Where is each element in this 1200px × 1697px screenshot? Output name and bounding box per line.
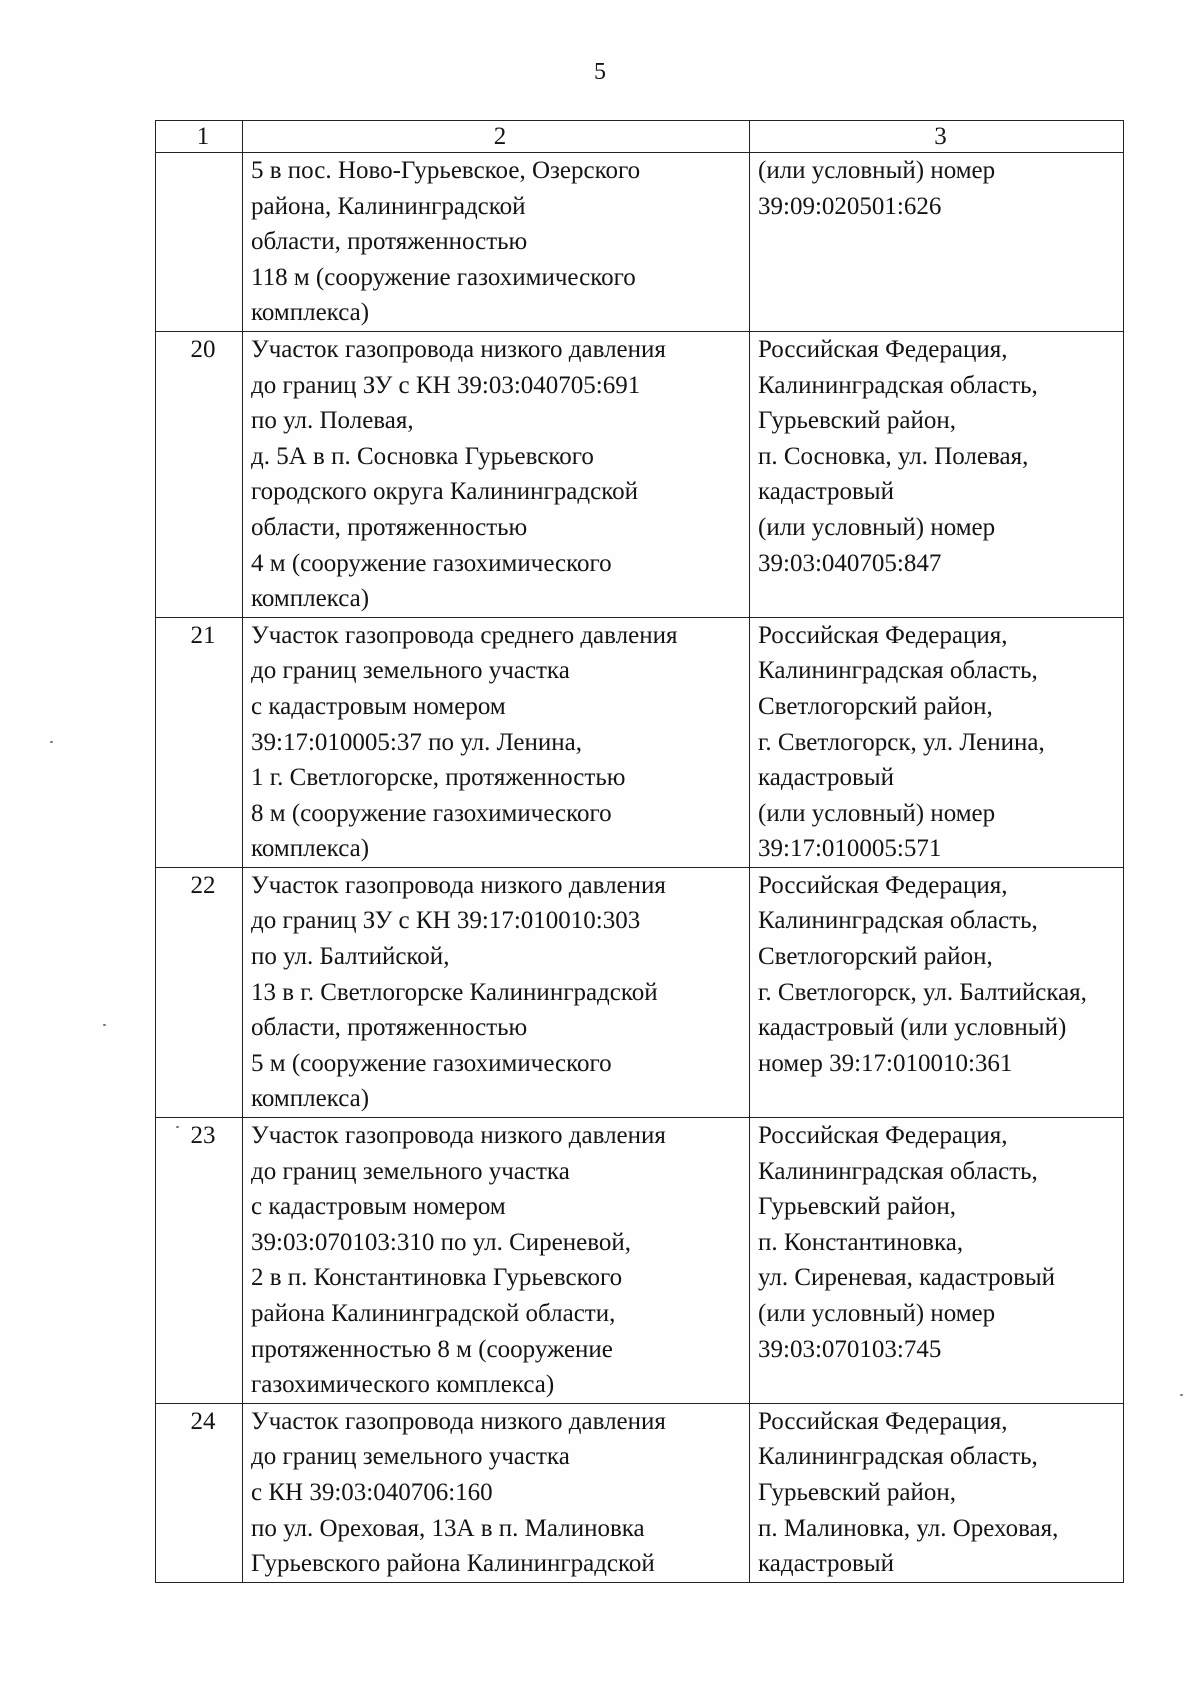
- address-line: кадастровый (или условный): [758, 1014, 1067, 1042]
- address-line: Светлогорский район,: [758, 692, 993, 720]
- address-line: п. Малиновка, ул. Ореховая,: [758, 1514, 1059, 1542]
- description-line: с КН 39:03:040706:160: [251, 1478, 493, 1506]
- object-address-cell: [750, 331, 1124, 617]
- address-line: Калининградская область,: [758, 1157, 1038, 1185]
- column-header-2: 2: [243, 121, 750, 153]
- description-line: Участок газопровода среднего давления: [251, 621, 678, 649]
- description-line: Участок газопровода низкого давления: [251, 1122, 666, 1150]
- description-line: д. 5А в п. Сосновка Гурьевского: [251, 442, 594, 470]
- description-line: Участок газопровода низкого давления: [251, 871, 666, 899]
- description-line: газохимического комплекса): [251, 1371, 555, 1399]
- description-line: по ул. Балтийской,: [251, 943, 450, 971]
- description-line: до границ ЗУ с КН 39:17:010010:303: [251, 907, 641, 935]
- object-address-cell: [750, 153, 1124, 332]
- description-line: 39:03:070103:310 по ул. Сиреневой,: [251, 1228, 631, 1256]
- address-line: Калининградская область,: [758, 907, 1038, 935]
- address-line: п. Константиновка,: [758, 1228, 964, 1256]
- address-line: (или условный) номер: [758, 799, 996, 827]
- description-line: области, протяженностью: [251, 228, 528, 256]
- scan-speck: [103, 1024, 106, 1026]
- address-line: г. Светлогорск, ул. Ленина,: [758, 728, 1045, 756]
- description-line: до границ земельного участка: [251, 1443, 570, 1471]
- row-number: 24: [156, 1403, 243, 1582]
- address-line: (или условный) номер: [758, 1300, 996, 1327]
- description-line: с кадастровым номером: [251, 1193, 506, 1221]
- description-line: Гурьевского района Калининградской: [251, 1550, 655, 1578]
- row-number: 23: [156, 1118, 243, 1404]
- description-line: до границ земельного участка: [251, 1157, 570, 1185]
- object-description-cell: [243, 1403, 750, 1582]
- address-line: Российская Федерация,: [758, 621, 1008, 649]
- description-line: района Калининградской области,: [251, 1300, 616, 1327]
- address-line: Гурьевский район,: [758, 1478, 957, 1506]
- address-line: 39:03:040705:847: [758, 549, 942, 577]
- address-line: Российская Федерация,: [758, 871, 1008, 899]
- object-description-cell: [243, 867, 750, 1117]
- row-number: 20: [156, 331, 243, 617]
- object-description-cell: [243, 331, 750, 617]
- object-address-cell: [750, 1118, 1124, 1404]
- address-line: п. Сосновка, ул. Полевая,: [758, 442, 1029, 470]
- table-row: [156, 617, 1124, 867]
- description-line: 5 в пос. Ново-Гурьевское, Озерского: [251, 157, 641, 184]
- address-line: Гурьевский район,: [758, 1193, 957, 1221]
- object-address-cell: [750, 867, 1124, 1117]
- description-line: 5 м (сооружение газохимического: [251, 1049, 612, 1077]
- description-line: 13 в г. Светлогорске Калининградской: [251, 978, 658, 1006]
- address-line: кадастровый: [758, 1550, 894, 1578]
- description-line: Участок газопровода низкого давления: [251, 1407, 666, 1435]
- description-line: области, протяженностью: [251, 513, 528, 541]
- address-line: (или условный) номер: [758, 513, 996, 541]
- address-line: Российская Федерация,: [758, 335, 1008, 363]
- address-line: 39:03:070103:745: [758, 1335, 942, 1363]
- object-description-cell: [243, 617, 750, 867]
- description-line: 4 м (сооружение газохимического: [251, 549, 612, 577]
- scan-speck: [50, 741, 53, 743]
- table-row: [156, 867, 1124, 1117]
- address-line: номер 39:17:010010:361: [758, 1049, 1013, 1077]
- description-line: 118 м (сооружение газохимического: [251, 263, 636, 291]
- table-header-row: [156, 121, 1124, 153]
- description-line: района, Калининградской: [251, 192, 526, 220]
- description-line: комплекса): [251, 585, 370, 613]
- table-row: [156, 1403, 1124, 1582]
- object-description-cell: [243, 1118, 750, 1404]
- description-line: 39:17:010005:37 по ул. Ленина,: [251, 728, 582, 756]
- address-line: кадастровый: [758, 764, 894, 792]
- description-line: комплекса): [251, 299, 370, 327]
- description-line: комплекса): [251, 1085, 370, 1113]
- description-line: области, протяженностью: [251, 1014, 528, 1042]
- description-line: с кадастровым номером: [251, 692, 506, 720]
- scan-speck: [1180, 1394, 1183, 1396]
- address-line: Гурьевский район,: [758, 407, 957, 435]
- table-row: [156, 1118, 1124, 1404]
- address-line: ул. Сиреневая, кадастровый: [758, 1264, 1056, 1292]
- description-line: по ул. Полевая,: [251, 407, 414, 435]
- description-line: 1 г. Светлогорске, протяженностью: [251, 764, 626, 792]
- description-line: Участок газопровода низкого давления: [251, 335, 666, 363]
- object-address-cell: [750, 617, 1124, 867]
- description-line: по ул. Ореховая, 13А в п. Малиновка: [251, 1514, 645, 1542]
- description-line: до границ ЗУ с КН 39:03:040705:691: [251, 371, 641, 399]
- row-number: [156, 153, 243, 332]
- column-header-3: 3: [750, 121, 1124, 153]
- address-line: 39:17:010005:571: [758, 835, 942, 863]
- scan-speck: [176, 1126, 179, 1128]
- address-line: Российская Федерация,: [758, 1407, 1008, 1435]
- address-line: Калининградская область,: [758, 1443, 1038, 1471]
- description-line: до границ земельного участка: [251, 657, 570, 685]
- address-line: кадастровый: [758, 478, 894, 506]
- description-line: 8 м (сооружение газохимического: [251, 799, 612, 827]
- row-number: 21: [156, 617, 243, 867]
- address-line: 39:09:020501:626: [758, 192, 942, 220]
- registry-table: [155, 120, 1124, 1583]
- object-description-cell: [243, 153, 750, 332]
- table-row: [156, 153, 1124, 332]
- address-line: Российская Федерация,: [758, 1122, 1008, 1150]
- description-line: 2 в п. Константиновка Гурьевского: [251, 1264, 623, 1292]
- column-header-1: 1: [156, 121, 243, 153]
- address-line: г. Светлогорск, ул. Балтийская,: [758, 978, 1087, 1006]
- address-line: (или условный) номер: [758, 157, 996, 184]
- description-line: комплекса): [251, 835, 370, 863]
- table-body: [156, 153, 1124, 1583]
- description-line: городского округа Калининградской: [251, 478, 638, 506]
- address-line: Калининградская область,: [758, 657, 1038, 685]
- table-row: [156, 331, 1124, 617]
- address-line: Светлогорский район,: [758, 943, 993, 971]
- description-line: протяженностью 8 м (сооружение: [251, 1335, 613, 1363]
- address-line: Калининградская область,: [758, 371, 1038, 399]
- page-number: 5: [594, 59, 606, 85]
- row-number: 22: [156, 867, 243, 1117]
- object-address-cell: [750, 1403, 1124, 1582]
